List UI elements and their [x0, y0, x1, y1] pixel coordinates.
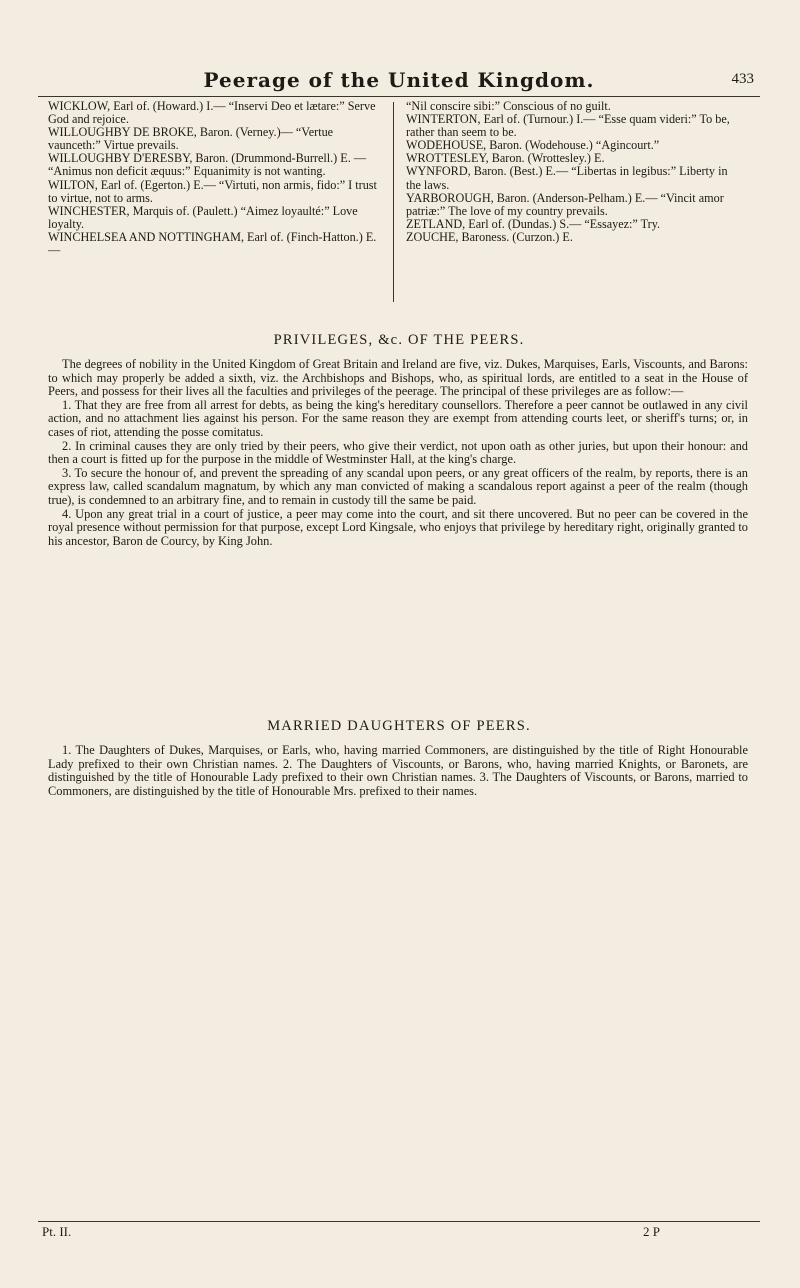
peer-entry: WINCHESTER, Marquis of. (Paulett.) “Aimez loyaulté:” Love loyalty.: [48, 203, 358, 231]
peer-entry: WYNFORD, Baron. (Best.) E.— “Libertas in legibus:” Liberty in the laws.: [406, 164, 728, 192]
peer-entry: WINTERTON, Earl of. (Turnour.) I.— “Esse quam videri:” To be, rather than seem to be.: [406, 112, 730, 140]
privileges-body: [48, 358, 748, 548]
left-column: [48, 100, 381, 257]
page-number: 433: [731, 71, 754, 87]
peer-entry: “Nil conscire sibi:” Conscious of no guilt.: [406, 99, 611, 113]
peer-entry: YARBOROUGH, Baron. (Anderson-Pelham.) E.— “Vincit amor patriæ:” The love of my country prevails.: [406, 190, 724, 218]
peer-entry: WINCHELSEA AND NOTTINGHAM, Earl of. (Finch-Hatton.) E.—: [48, 229, 377, 258]
peer-entry: ZOUCHE, Baroness. (Curzon.) E.: [406, 229, 573, 244]
privileges-heading: PRIVILEGES, &c. OF THE PEERS.: [273, 332, 525, 348]
page-header: [38, 66, 760, 97]
motto-columns: [48, 100, 748, 306]
peer-entry: ZETLAND, Earl of. (Dundas.) S.— “Essayez:” Try.: [406, 216, 661, 231]
privileges-paragraph: 2. In criminal causes they are only tried by their peers, who give their verdict, not upon oath as other juries, but upon their honour: and then a court is fitted up for the purpose in the middle of Westminster Hall, at the king's charge.: [48, 438, 748, 467]
peer-entry: WODEHOUSE, Baron. (Wodehouse.) “Agincourt.”: [406, 138, 660, 153]
privileges-paragraph: The degrees of nobility in the United Kingdom of Great Britain and Ireland are five, viz. Dukes, Marquises, Earls, Viscounts, and Barons: to which may properly be added a sixth, viz. the Archbishops and Bishops, who, as spiritual lords, are entitled to a seat in the House of Peers, and possess for their lives all the faculties and privileges of the peerage. The principal of these privileges are as follow:—: [48, 357, 748, 399]
book-page: [38, 66, 760, 1266]
column-divider: [393, 102, 394, 302]
peer-entry: WILLOUGHBY DE BROKE, Baron. (Verney.)— “Vertue vaunceth:” Virtue prevails.: [48, 125, 334, 153]
part-marker: Pt. II.: [42, 1224, 72, 1239]
running-title: Peerage of the United Kingdom.: [203, 68, 595, 92]
peer-entry: WILTON, Earl of. (Egerton.) E.— “Virtuti, non armis, fido:” I trust to virtue, not to arms.: [48, 177, 377, 205]
privileges-paragraph: 3. To secure the honour of, and prevent the spreading of any scandal upon peers, or any great officers of the realm, by reports, there is an express law, called scandalum magnatum, by which any man convicted of making a scandalous report against a peer of the realm (though true), is condemned to an arbitrary fine, and to remain in custody till the same be paid.: [48, 465, 748, 507]
signature-mark: 2 P: [643, 1224, 660, 1239]
peer-entry: WILLOUGHBY D'ERESBY, Baron. (Drummond-Burrell.) E. — “Animus non deficit æquus:” Equanimity is not wanting.: [48, 151, 367, 179]
married-daughters-heading: MARRIED DAUGHTERS OF PEERS.: [267, 718, 531, 734]
married-daughters-body: [48, 744, 748, 798]
peer-entry: WICKLOW, Earl of. (Howard.) I.— “Inservi Deo et lætare:” Serve God and rejoice.: [48, 99, 376, 127]
right-column: [406, 100, 739, 244]
married-daughters-paragraph: 1. The Daughters of Dukes, Marquises, or Earls, who, having married Commoners, are distinguished by the title of Right Honourable Lady prefixed to their own Christian names. 2. The Daughters of Viscounts, or Barons, who, having married Knights, or Baronets, are distinguished by the title of Honourable Lady prefixed to their own Christian names. 3. The Daughters of Viscounts, or Barons, married to Commoners, are distinguished by the title of Honourable Mrs. prefixed to their names.: [48, 743, 748, 798]
privileges-paragraph: 1. That they are free from all arrest for debts, as being the king's hereditary counsellors. Therefore a peer cannot be outlawed in any civil action, and no attachment lies against his person. For the same reason they are exempt from attending courts leet, or sheriff's turns; or, in cases of riot, attending the posse comitatus.: [48, 397, 748, 439]
footer-rule: [38, 1221, 760, 1222]
privileges-paragraph: 4. Upon any great trial in a court of justice, a peer may come into the court, and sit there uncovered. But no peer can be covered in the royal presence without permission for that purpose, except Lord Kingsale, who enjoys that privilege by hereditary right, originally granted to his ancestor, Baron de Courcy, by King John.: [48, 506, 748, 548]
peer-entry: WROTTESLEY, Baron. (Wrottesley.) E.: [406, 151, 605, 166]
